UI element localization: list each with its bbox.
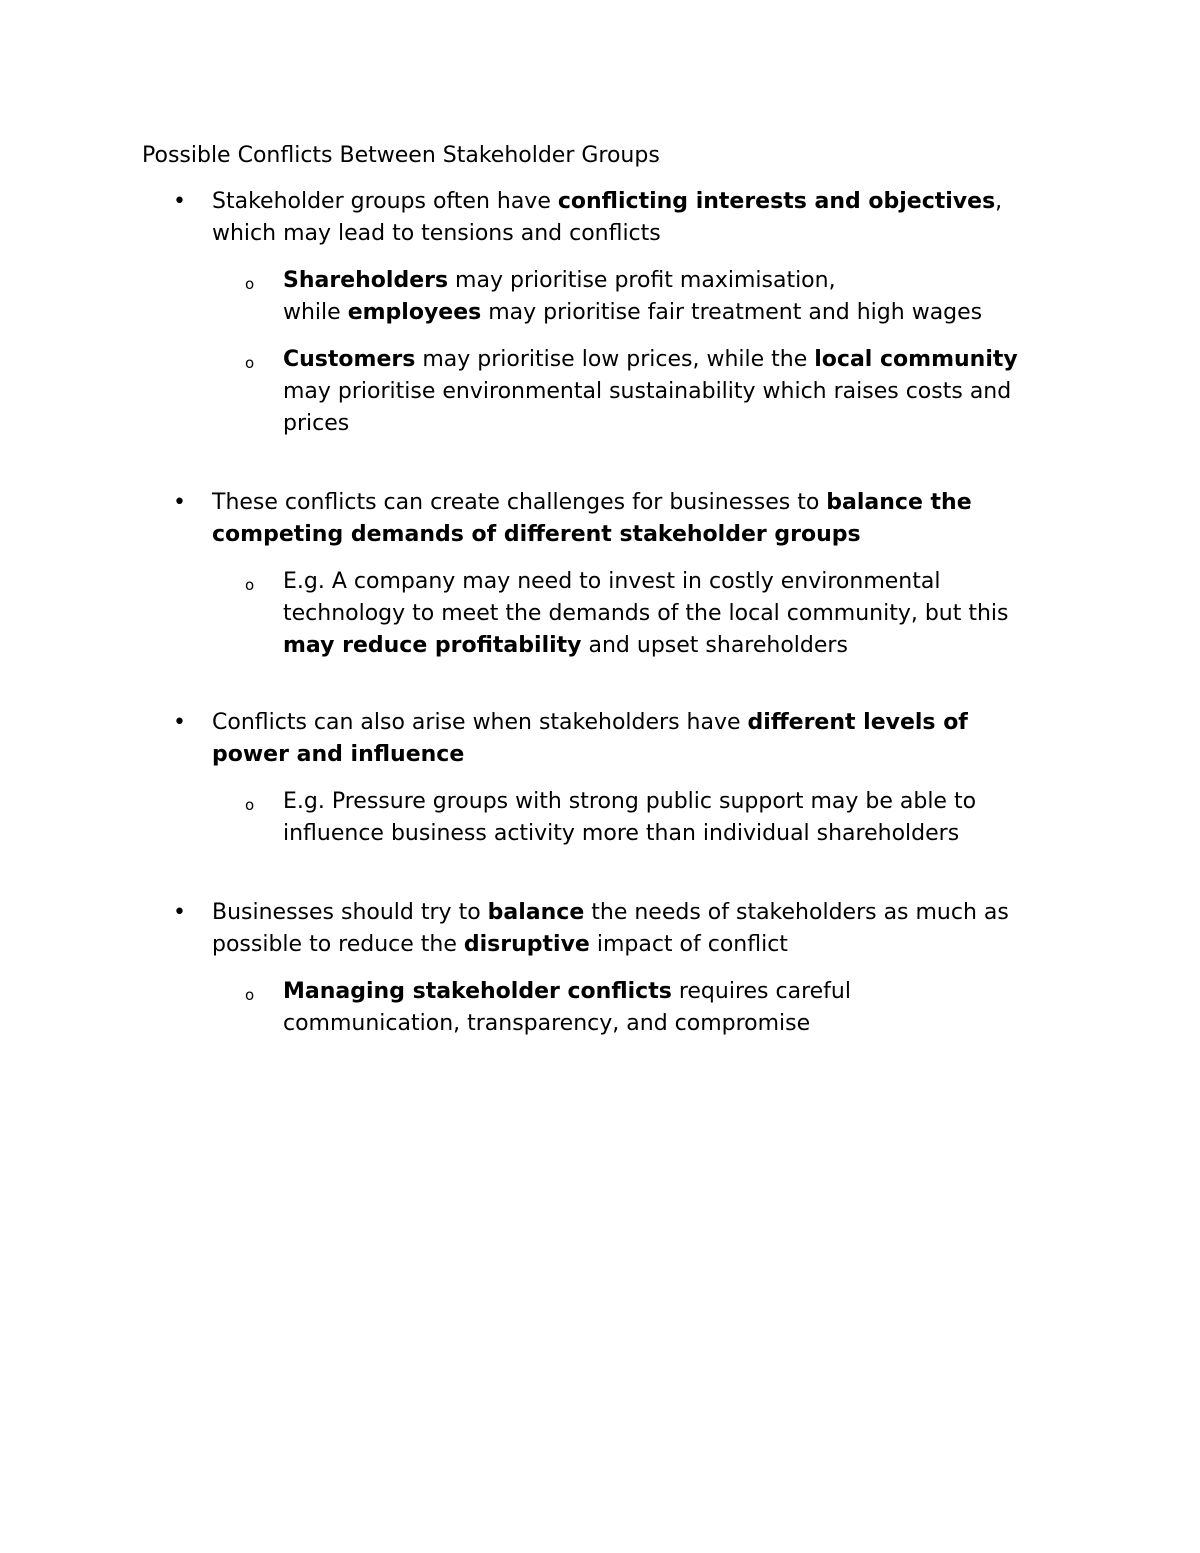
document-title: Possible Conflicts Between Stakeholder Groups [142, 143, 660, 168]
text-segment: may prioritise profit maximisation, [448, 268, 836, 293]
text-segment: E.g. A company may need to invest in costly environmental technology to meet the demands of the local community, but this [283, 569, 1009, 626]
sub-bullet-marker: o [245, 796, 255, 814]
text-segment: These conflicts can create challenges for businesses to [212, 490, 827, 515]
text-segment: Stakeholder groups often have [212, 189, 558, 214]
bullet-item [173, 897, 1062, 961]
sub-bullet-item [245, 566, 1023, 662]
bold-text-segment: balance [487, 900, 585, 925]
bullet-marker: • [173, 900, 186, 925]
bold-text-segment: different levels of power and influence [212, 710, 968, 767]
bullet-marker: • [173, 189, 186, 214]
text-segment: while [283, 300, 348, 325]
bold-text-segment: balance the competing demands of different stakeholder groups [212, 490, 972, 547]
bold-text-segment: disruptive [463, 932, 590, 957]
bold-text-segment: may reduce profitability [283, 633, 582, 658]
sub-bullet-marker: o [245, 576, 255, 594]
bold-text-segment: Managing stakeholder conflicts [283, 979, 672, 1004]
text-segment: the needs of stakeholders as much as possible to reduce the [212, 900, 1009, 957]
bold-text-segment: conflicting interests and objectives [557, 189, 996, 214]
sub-bullet-item [245, 976, 943, 1040]
text-segment: impact of conflict [589, 932, 788, 957]
text-segment: may prioritise fair treatment and high wages [481, 300, 983, 325]
text-segment: E.g. Pressure groups with strong public support may be able to influence business activity more than individual shareholders [283, 789, 977, 846]
text-segment: may prioritise environmental sustainability which raises costs and prices [283, 379, 1012, 436]
sub-bullet-marker: o [245, 986, 255, 1004]
sub-bullet-item [245, 786, 1058, 850]
bold-text-segment: local community [814, 347, 1018, 372]
bold-text-segment: Shareholders [283, 268, 449, 293]
bullet-item [173, 707, 1042, 771]
bold-text-segment: employees [347, 300, 482, 325]
sub-bullet-item [245, 265, 1058, 329]
bullet-marker: • [173, 710, 186, 735]
bullet-item [173, 487, 1042, 551]
sub-bullet-marker: o [245, 354, 255, 372]
bullet-marker: • [173, 490, 186, 515]
sub-bullet-item [245, 344, 1043, 440]
bullet-item [173, 186, 1062, 250]
text-segment: requires careful communication, transparency, and compromise [283, 979, 851, 1036]
text-segment: may prioritise low prices, while the [415, 347, 815, 372]
text-segment: and upset shareholders [581, 633, 848, 658]
text-segment: Conflicts can also arise when stakeholders have [212, 710, 748, 735]
text-segment: , which may lead to tensions and conflicts [212, 189, 1003, 246]
text-segment: Businesses should try to [212, 900, 488, 925]
bold-text-segment: Customers [283, 347, 416, 372]
sub-bullet-marker: o [245, 275, 255, 293]
